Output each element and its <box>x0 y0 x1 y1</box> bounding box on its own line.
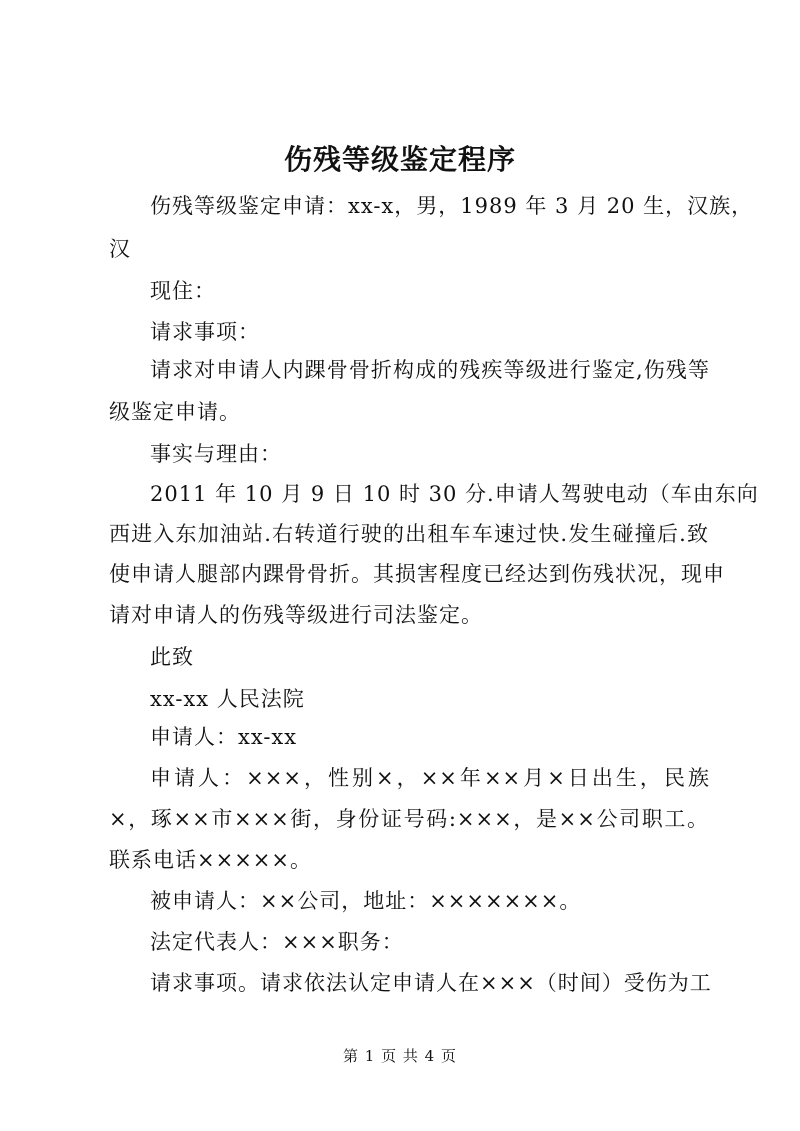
paragraph-line: 请求事项： <box>150 320 260 344</box>
paragraph-line: 请对申请人的伤残等级进行司法鉴定。 <box>109 603 483 627</box>
paragraph-line: 级鉴定申请。 <box>109 400 241 424</box>
page-footer: 第 1 页 共 4 页 <box>343 1047 457 1065</box>
paragraph-line: 法定代表人：×××职务： <box>150 930 404 954</box>
document-title: 伤残等级鉴定程序 <box>283 143 516 176</box>
paragraph-line: 事实与理由： <box>150 442 282 466</box>
paragraph-line: 2011 年 10 月 9 日 10 时 30 分.申请人驾驶电动（车由东向 <box>150 482 759 506</box>
paragraph-line: 汉 <box>109 237 131 261</box>
paragraph-line: 联系电话×××××。 <box>109 848 312 872</box>
paragraph-line: ×，琢××市×××街，身份证号码:×××，是××公司职工。 <box>109 807 709 831</box>
paragraph-line: 请求对申请人内踝骨骨折构成的残疾等级进行鉴定,伤残等 <box>150 358 710 382</box>
paragraph-line: 使申请人腿部内踝骨骨折。其损害程度已经达到伤残状况，现申 <box>109 562 725 586</box>
paragraph-line: 申请人：xx-xx <box>150 725 298 749</box>
paragraph-line: 现住： <box>150 279 216 303</box>
paragraph-line: 此致 <box>150 645 194 669</box>
paragraph-line: 请求事项。请求依法认定申请人在×××（时间）受伤为工 <box>150 971 712 995</box>
paragraph-line: 被申请人：××公司，地址：×××××××。 <box>150 889 582 913</box>
paragraph-line: xx-xx 人民法院 <box>150 687 305 711</box>
paragraph-line: 伤残等级鉴定申请：xx-x，男，1989 年 3 月 20 生，汉族， <box>150 194 754 218</box>
paragraph-line: 西进入东加油站.右转道行驶的出租车车速过快.发生碰撞后.致 <box>109 522 709 546</box>
paragraph-line: 申请人：×××，性别×，××年××月×日出生，民族 <box>150 766 710 790</box>
